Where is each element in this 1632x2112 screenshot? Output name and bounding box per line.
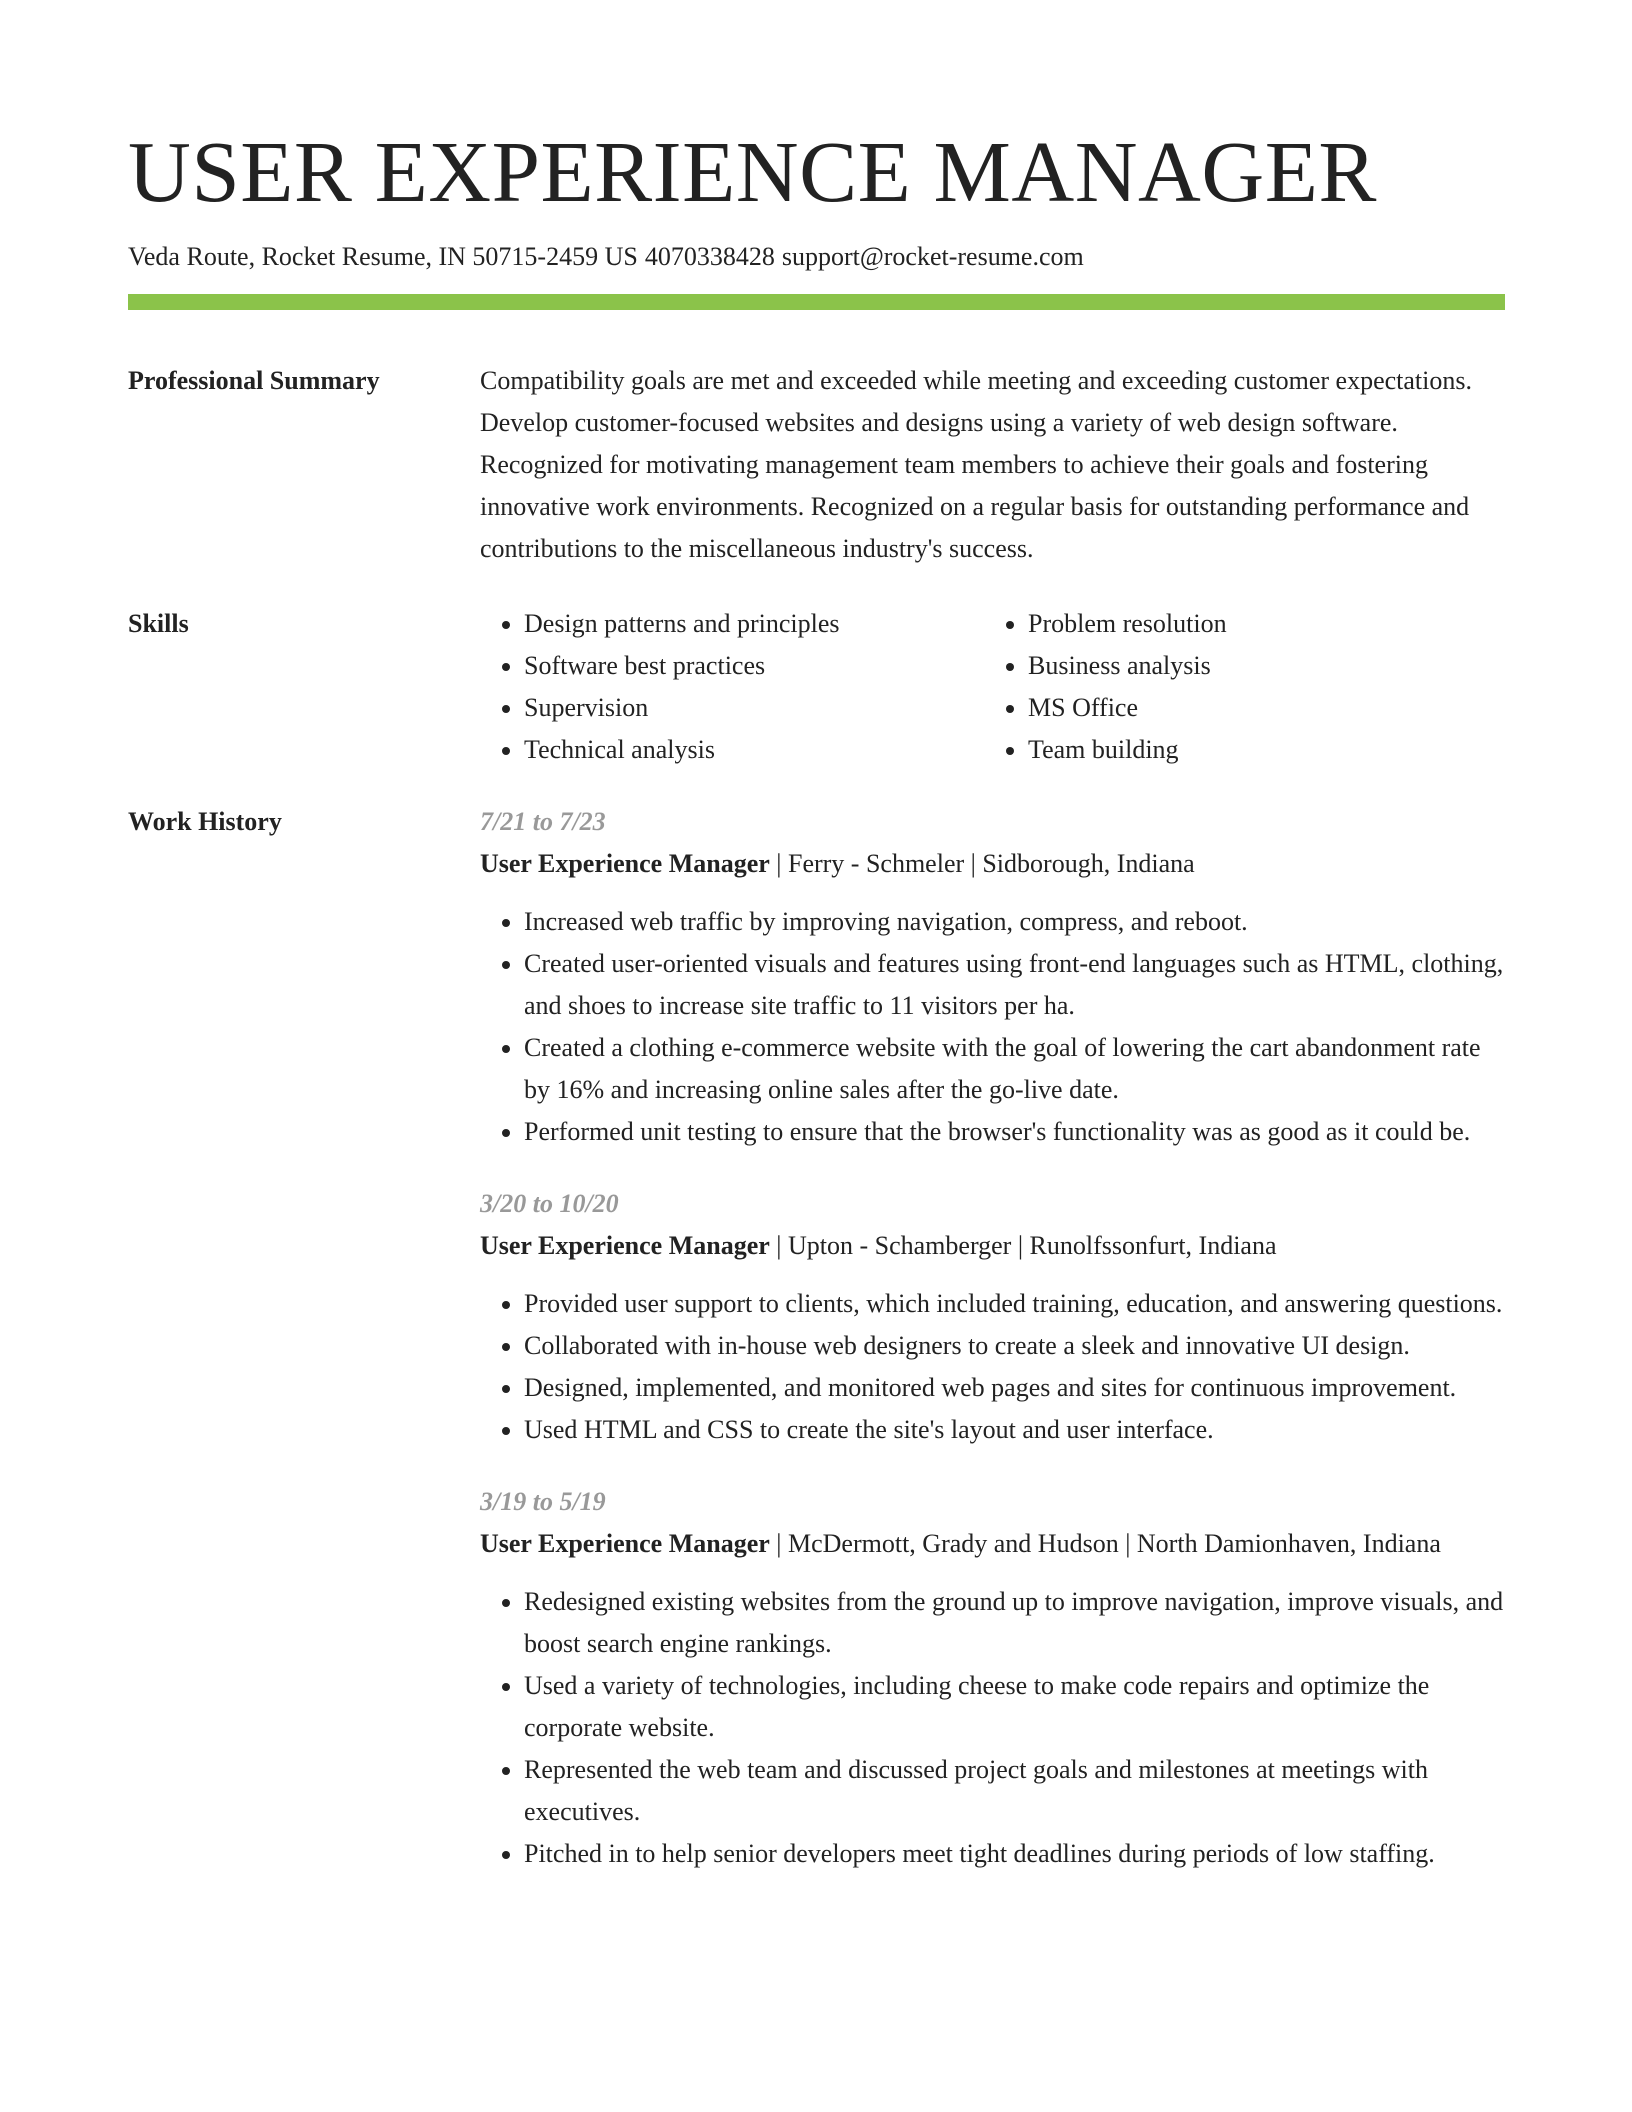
- job-dates: 3/19 to 5/19: [480, 1487, 606, 1516]
- job-title: User Experience Manager: [480, 849, 770, 878]
- contact-line: [128, 240, 1505, 274]
- job-details: | Upton - Schamberger | Runolfssonfurt, Indiana: [769, 1231, 1277, 1260]
- job-bullets: [480, 1283, 1505, 1451]
- job-title: User Experience Manager: [480, 1231, 770, 1260]
- job-title: User Experience Manager: [480, 1529, 770, 1558]
- job-bullet: • Provided user support to clients, which included training, education, and answering questions.: [524, 1283, 1505, 1325]
- job-entry: [480, 1183, 1505, 1451]
- job-bullet: • Pitched in to help senior developers meet tight deadlines during periods of low staffing.: [524, 1833, 1505, 1875]
- job-bullet: • Increased web traffic by improving navigation, compress, and reboot.: [524, 901, 1505, 943]
- job-bullet: • Designed, implemented, and monitored web pages and sites for continuous improvement.: [524, 1367, 1505, 1409]
- contact-phone: 4070338428: [644, 242, 775, 271]
- summary-heading: Professional Summary: [128, 366, 380, 395]
- skill-item: • Team building: [1028, 729, 1227, 771]
- contact-address: Veda Route, Rocket Resume, IN 50715-2459 US: [128, 242, 638, 271]
- job-entry: [480, 1481, 1505, 1875]
- skill-item: • Problem resolution: [1028, 603, 1227, 645]
- skills-column-2: [984, 603, 1227, 771]
- skills-section: [128, 603, 1505, 771]
- job-bullets: [480, 1581, 1505, 1875]
- job-dates: 7/21 to 7/23: [480, 807, 606, 836]
- resume-name: USER EXPERIENCE MANAGER: [128, 123, 1377, 220]
- work-history-heading: Work History: [128, 807, 282, 836]
- job-bullet: • Created user-oriented visuals and features using front-end languages such as HTML, clothing, and shoes to increase site traffic to 11 visitors per ha.: [524, 943, 1505, 1027]
- header-divider: [128, 294, 1505, 310]
- contact-email: support@rocket-resume.com: [781, 242, 1084, 271]
- job-title-line: [480, 843, 1505, 885]
- skill-item: • MS Office: [1028, 687, 1227, 729]
- job-bullet: • Created a clothing e-commerce website with the goal of lowering the cart abandonment rate by 16% and increasing online sales after the go-live date.: [524, 1027, 1505, 1111]
- resume-page: [128, 118, 1505, 1875]
- work-history-section: [128, 801, 1505, 1875]
- skills-column-1: [480, 603, 984, 771]
- job-dates: 3/20 to 10/20: [480, 1189, 619, 1218]
- skill-item: • Supervision: [524, 687, 984, 729]
- job-bullets: [480, 901, 1505, 1153]
- job-bullet: • Performed unit testing to ensure that the browser's functionality was as good as it could be.: [524, 1111, 1505, 1153]
- summary-section: [128, 360, 1505, 570]
- job-title-line: [480, 1523, 1505, 1565]
- job-bullet: • Used a variety of technologies, including cheese to make code repairs and optimize the corporate website.: [524, 1665, 1505, 1749]
- job-title-line: [480, 1225, 1505, 1267]
- job-details: | Ferry - Schmeler | Sidborough, Indiana: [769, 849, 1195, 878]
- skill-item: • Design patterns and principles: [524, 603, 984, 645]
- skill-item: • Technical analysis: [524, 729, 984, 771]
- skills-list: [480, 603, 1505, 771]
- job-entry: [480, 801, 1505, 1153]
- job-bullet: • Used HTML and CSS to create the site's layout and user interface.: [524, 1409, 1505, 1451]
- job-bullet: • Redesigned existing websites from the ground up to improve navigation, improve visuals, and boost search engine rankings.: [524, 1581, 1505, 1665]
- job-details: | McDermott, Grady and Hudson | North Damionhaven, Indiana: [769, 1529, 1441, 1558]
- job-bullet: • Collaborated with in-house web designers to create a sleek and innovative UI design.: [524, 1325, 1505, 1367]
- skill-item: • Business analysis: [1028, 645, 1227, 687]
- skill-item: • Software best practices: [524, 645, 984, 687]
- summary-text: Compatibility goals are met and exceeded while meeting and exceeding customer expectations. Develop customer-focused websites and designs using a variety of web design software. Recognized for motivating management team members to achieve their goals and fostering innovative work environments. Recognized on a regular basis for outstanding performance and contributions to the miscellaneous industry's success.: [480, 366, 1472, 563]
- work-history-list: [480, 801, 1505, 1875]
- job-bullet: • Represented the web team and discussed project goals and milestones at meetings with executives.: [524, 1749, 1505, 1833]
- skills-heading: Skills: [128, 609, 189, 638]
